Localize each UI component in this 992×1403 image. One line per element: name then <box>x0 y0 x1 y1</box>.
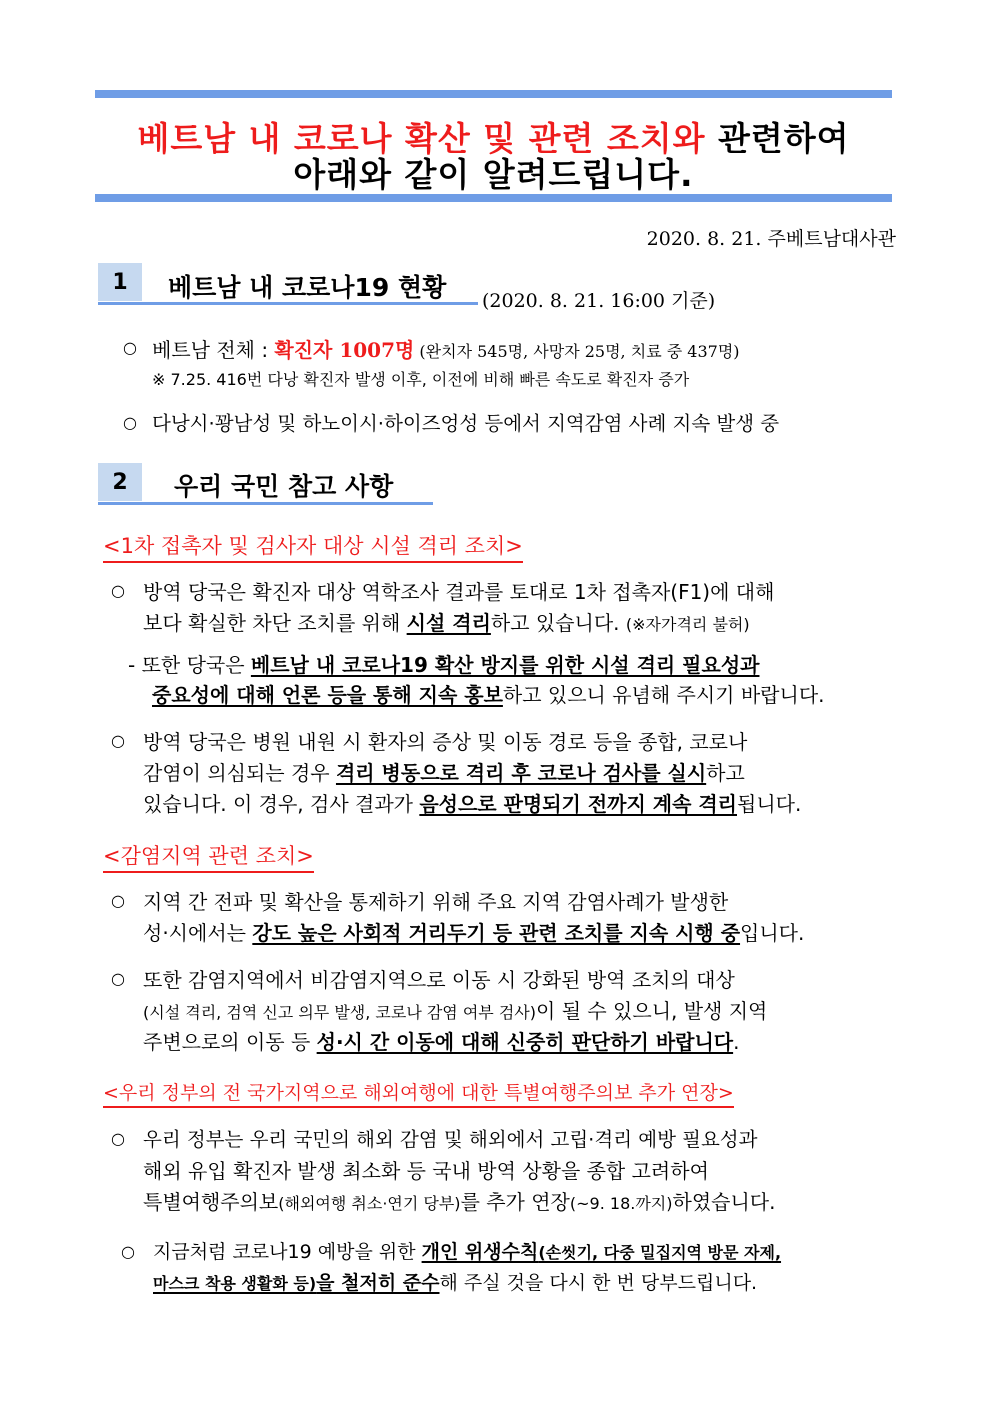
bullet-symbol: ○ <box>111 891 125 910</box>
section-2-number: 2 <box>98 463 142 501</box>
bullet-symbol: ○ <box>111 1129 125 1148</box>
date-line: 2020. 8. 21. 주베트남대사관 <box>646 228 896 250</box>
s2-2-b1-l2: 성·시에서는 강도 높은 사회적 거리두기 등 관련 조치를 지속 시행 중입니다. <box>143 921 805 945</box>
section-2-title: 우리 국민 참고 사항 <box>174 472 394 501</box>
section-1-title: 베트남 내 코로나19 현황 <box>168 273 447 302</box>
bullet-symbol: ○ <box>111 969 125 988</box>
s2-2-b2-l3: 주변으로의 이동 등 성·시 간 이동에 대해 신중히 판단하기 바랍니다. <box>143 1030 740 1054</box>
s2-1-b1-l1: 방역 당국은 확진자 대상 역학조사 결과를 토대로 1차 접촉자(F1)에 대해 <box>143 580 775 604</box>
s2-3-b2-l2: 마스크 착용 생활화 등)을 철저히 준수해 주실 것을 다시 한 번 당부드립니다. <box>153 1272 758 1294</box>
subsection-1-heading: <1차 접촉자 및 검사자 대상 시설 격리 조치> <box>103 530 523 563</box>
bullet-symbol: ○ <box>123 338 137 357</box>
s2-1-b1-l2: 보다 확실한 차단 조치를 위해 시설 격리하고 있습니다. (※자가격리 불허) <box>143 611 750 635</box>
s2-1-b2-l3: 있습니다. 이 경우, 검사 결과가 음성으로 판명되기 전까지 계속 격리됩니다. <box>143 792 802 816</box>
s2-1-b2-l1: 방역 당국은 병원 내원 시 환자의 증상 및 이동 경로 등을 종합, 코로나 <box>143 730 748 754</box>
s2-3-b1-l1: 우리 정부는 우리 국민의 해외 감염 및 해외에서 고립·격리 예방 필요성과 <box>143 1128 758 1151</box>
s1-bullet1: 베트남 전체 : 확진자 1007명 (완치자 545명, 사망자 25명, 치료 중 437명) <box>152 338 740 362</box>
section-1-basis: (2020. 8. 21. 16:00 기준) <box>482 290 716 312</box>
section-1-number: 1 <box>98 263 142 301</box>
s2-3-b1-l3: 특별여행주의보(해외여행 취소·연기 당부)를 추가 연장(~9. 18.까지)하였습니다. <box>143 1190 776 1214</box>
subsection-3-heading: <우리 정부의 전 국가지역으로 해외여행에 대한 특별여행주의보 추가 연장> <box>103 1078 734 1108</box>
s2-1-b2-l2: 감염이 의심되는 경우 격리 병동으로 격리 후 코로나 검사를 실시하고 <box>143 761 745 785</box>
s1-note: ※ 7.25. 416번 다낭 확진자 발생 이후, 이전에 비해 빠른 속도로 확진자 증가 <box>152 370 690 389</box>
s2-2-b1-l1: 지역 간 전파 및 확산을 통제하기 위해 주요 지역 감염사례가 발생한 <box>143 890 729 914</box>
s2-3-b1-l2: 해외 유입 확진자 발생 최소화 등 국내 방역 상황을 종합 고려하여 <box>143 1159 709 1183</box>
s2-2-b2-l2: (시설 격리, 검역 신고 의무 발생, 코로나 감염 여부 검사)이 될 수 있으니, 발생 지역 <box>143 999 768 1023</box>
bullet-symbol: ○ <box>111 581 125 600</box>
section-2-underline <box>98 502 433 505</box>
s2-2-b2-l1: 또한 감염지역에서 비감염지역으로 이동 시 강화된 방역 조치의 대상 <box>143 968 735 992</box>
subsection-2-heading: <감염지역 관련 조치> <box>103 840 314 873</box>
title-top-bar <box>95 90 892 98</box>
s2-1-d1-l2: 중요성에 대해 언론 등을 통해 지속 홍보하고 있으니 유념해 주시기 바랍니다. <box>152 683 825 707</box>
section-1-underline <box>98 302 478 305</box>
s2-1-d1-l1: - 또한 당국은 베트남 내 코로나19 확산 방지를 위한 시설 격리 필요성과 <box>128 653 760 677</box>
title-bottom-bar <box>95 194 892 202</box>
s2-3-b2-l1: 지금처럼 코로나19 예방을 위한 개인 위생수칙(손씻기, 다중 밀집지역 방문 자제, <box>153 1241 782 1263</box>
bullet-symbol: ○ <box>111 731 125 750</box>
bullet-symbol: ○ <box>121 1242 135 1261</box>
title-line-2: 아래와 같이 알려드립니다. <box>293 155 694 194</box>
title-red-text: 베트남 내 코로나 확산 및 관련 조치와 <box>137 119 706 158</box>
bullet-symbol: ○ <box>123 413 137 432</box>
title-black-text: 관련하여 <box>705 119 850 158</box>
s1-bullet2: 다낭시·꽝남성 및 하노이시·하이즈엉성 등에서 지역감염 사례 지속 발생 중 <box>152 412 780 435</box>
